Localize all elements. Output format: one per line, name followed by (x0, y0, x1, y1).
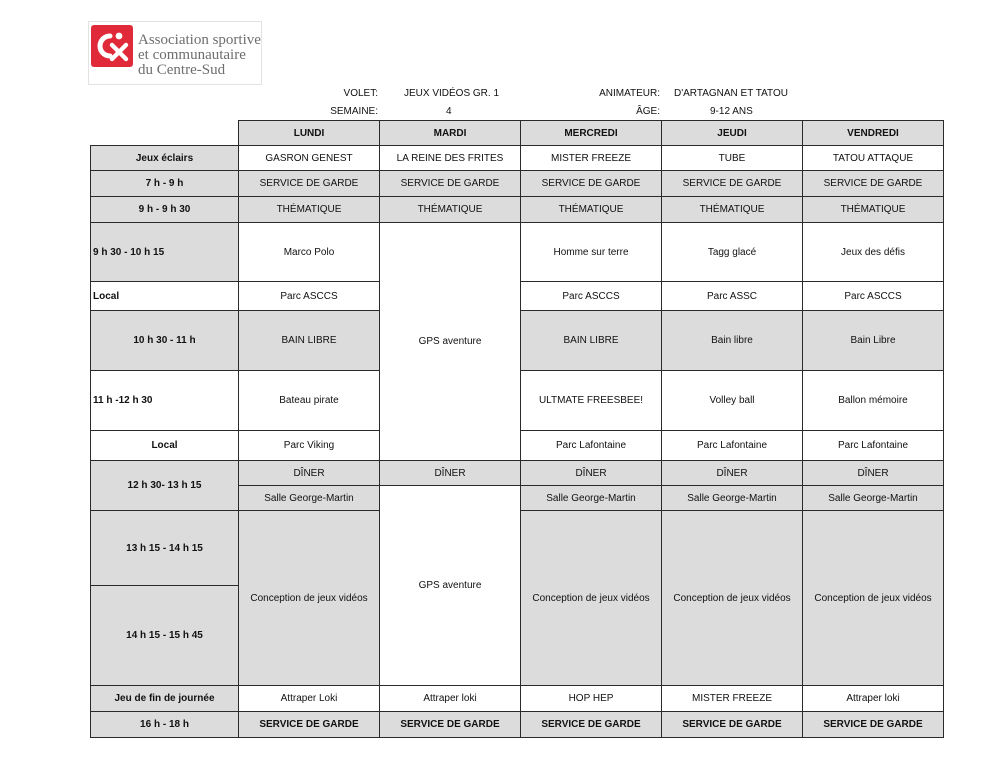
cell-garde-matin-mardi: SERVICE DE GARDE (380, 171, 521, 197)
garde-matin-row (91, 171, 944, 197)
cell-garde-soir-mardi: SERVICE DE GARDE (380, 712, 521, 738)
weekly-schedule-table (90, 120, 944, 738)
volet-label: VOLET: (343, 88, 378, 99)
animateur-value: D'ARTAGNAN ET TATOU (674, 88, 788, 99)
cell-fin-journee-jeudi: MISTER FREEZE (662, 686, 803, 712)
cell-jeux-eclairs-mercredi: MISTER FREEZE (521, 146, 662, 171)
thematique-row (91, 197, 944, 223)
semaine-label: SEMAINE: (330, 106, 378, 117)
cell-bain-vendredi: Bain Libre (803, 311, 944, 371)
cell-local1-mercredi: Parc ASCCS (521, 282, 662, 311)
association-name-line-1: Association sportive (138, 32, 261, 48)
cell-activite1-lundi: Marco Polo (239, 223, 380, 282)
cell-activite1-mercredi: Homme sur terre (521, 223, 662, 282)
cell-local1-vendredi: Parc ASCCS (803, 282, 944, 311)
cell-local2-jeudi: Parc Lafontaine (662, 431, 803, 461)
association-name-line-3: du Centre-Sud (138, 62, 226, 78)
association-name-line-2: et communautaire (138, 47, 246, 63)
cell-bain-jeudi: Bain libre (662, 311, 803, 371)
cell-fin-journee-lundi: Attraper Loki (239, 686, 380, 712)
cell-diner-mardi: DÎNER (380, 461, 521, 486)
cell-garde-matin-vendredi: SERVICE DE GARDE (803, 171, 944, 197)
cell-garde-matin-jeudi: SERVICE DE GARDE (662, 171, 803, 197)
cell-salle-lundi: Salle George-Martin (239, 486, 380, 511)
row-label-bain: 10 h 30 - 11 h (91, 311, 239, 371)
cell-activite2-vendredi: Ballon mémoire (803, 371, 944, 431)
cell-diner-jeudi: DÎNER (662, 461, 803, 486)
semaine-value: 4 (446, 106, 452, 117)
day-header-mardi: MARDI (380, 121, 521, 146)
cell-gps-aventure-apresmidi: GPS aventure (380, 486, 521, 686)
row-label-local2: Local (91, 431, 239, 461)
row-label-garde-matin: 7 h - 9 h (91, 171, 239, 197)
day-header-lundi: LUNDI (239, 121, 380, 146)
row-label-diner: 12 h 30- 13 h 15 (91, 461, 239, 511)
cell-thematique-jeudi: THÉMATIQUE (662, 197, 803, 223)
cell-bain-lundi: BAIN LIBRE (239, 311, 380, 371)
cell-conception-mercredi: Conception de jeux vidéos (521, 511, 662, 686)
day-header-vendredi: VENDREDI (803, 121, 944, 146)
logo-dot (116, 33, 123, 40)
cell-garde-soir-jeudi: SERVICE DE GARDE (662, 712, 803, 738)
cell-jeux-eclairs-mardi: LA REINE DES FRITES (380, 146, 521, 171)
cell-activite2-jeudi: Volley ball (662, 371, 803, 431)
row-label-thematique: 9 h - 9 h 30 (91, 197, 239, 223)
header-corner-cell (91, 121, 239, 146)
row-label-apresmidi-2: 14 h 15 - 15 h 45 (91, 586, 239, 686)
cell-fin-journee-vendredi: Attraper loki (803, 686, 944, 712)
asccs-logo-mark (91, 25, 133, 67)
day-header-jeudi: JEUDI (662, 121, 803, 146)
cell-activite2-lundi: Bateau pirate (239, 371, 380, 431)
animateur-label: ANIMATEUR: (599, 88, 660, 99)
cell-diner-mercredi: DÎNER (521, 461, 662, 486)
age-label: ÂGE: (636, 106, 660, 117)
cell-garde-matin-mercredi: SERVICE DE GARDE (521, 171, 662, 197)
row-label-fin-journee: Jeu de fin de journée (91, 686, 239, 712)
cell-thematique-mardi: THÉMATIQUE (380, 197, 521, 223)
cell-local1-lundi: Parc ASCCS (239, 282, 380, 311)
volet-value: JEUX VIDÉOS GR. 1 (404, 88, 500, 99)
cell-conception-vendredi: Conception de jeux vidéos (803, 511, 944, 686)
cell-salle-mercredi: Salle George-Martin (521, 486, 662, 511)
row-label-activite1: 9 h 30 - 10 h 15 (91, 223, 239, 282)
cell-garde-soir-lundi: SERVICE DE GARDE (239, 712, 380, 738)
cell-salle-jeudi: Salle George-Martin (662, 486, 803, 511)
association-name (138, 33, 261, 78)
cell-fin-journee-mercredi: HOP HEP (521, 686, 662, 712)
diner-row (91, 461, 944, 486)
cell-activite2-mercredi: ULTMATE FREESBEE! (521, 371, 662, 431)
cell-diner-lundi: DÎNER (239, 461, 380, 486)
row-label-apresmidi-1: 13 h 15 - 14 h 15 (91, 511, 239, 586)
cell-gps-aventure-matin: GPS aventure (380, 223, 521, 461)
row-label-jeux-eclairs: Jeux éclairs (91, 146, 239, 171)
cell-conception-lundi: Conception de jeux vidéos (239, 511, 380, 686)
asccs-logo (88, 21, 262, 85)
cell-conception-jeudi: Conception de jeux vidéos (662, 511, 803, 686)
cell-garde-soir-mercredi: SERVICE DE GARDE (521, 712, 662, 738)
age-value: 9-12 ANS (710, 106, 753, 117)
cell-activite1-jeudi: Tagg glacé (662, 223, 803, 282)
days-header-row (91, 121, 944, 146)
cell-activite1-vendredi: Jeux des défis (803, 223, 944, 282)
cell-thematique-lundi: THÉMATIQUE (239, 197, 380, 223)
cell-fin-journee-mardi: Attraper loki (380, 686, 521, 712)
cell-jeux-eclairs-jeudi: TUBE (662, 146, 803, 171)
cell-local2-mercredi: Parc Lafontaine (521, 431, 662, 461)
row-label-local1: Local (91, 282, 239, 311)
activite1-row (91, 223, 944, 282)
cell-local1-jeudi: Parc ASSC (662, 282, 803, 311)
day-header-mercredi: MERCREDI (521, 121, 662, 146)
row-label-garde-soir: 16 h - 18 h (91, 712, 239, 738)
row-label-activite2: 11 h -12 h 30 (91, 371, 239, 431)
cell-bain-mercredi: BAIN LIBRE (521, 311, 662, 371)
cell-garde-soir-vendredi: SERVICE DE GARDE (803, 712, 944, 738)
cell-local2-lundi: Parc Viking (239, 431, 380, 461)
cell-jeux-eclairs-vendredi: TATOU ATTAQUE (803, 146, 944, 171)
fin-journee-row (91, 686, 944, 712)
jeux-eclairs-row (91, 146, 944, 171)
cell-salle-vendredi: Salle George-Martin (803, 486, 944, 511)
cell-jeux-eclairs-lundi: GASRON GENEST (239, 146, 380, 171)
garde-soir-row (91, 712, 944, 738)
cell-local2-vendredi: Parc Lafontaine (803, 431, 944, 461)
cell-diner-vendredi: DÎNER (803, 461, 944, 486)
cell-thematique-mercredi: THÉMATIQUE (521, 197, 662, 223)
cell-garde-matin-lundi: SERVICE DE GARDE (239, 171, 380, 197)
cell-thematique-vendredi: THÉMATIQUE (803, 197, 944, 223)
